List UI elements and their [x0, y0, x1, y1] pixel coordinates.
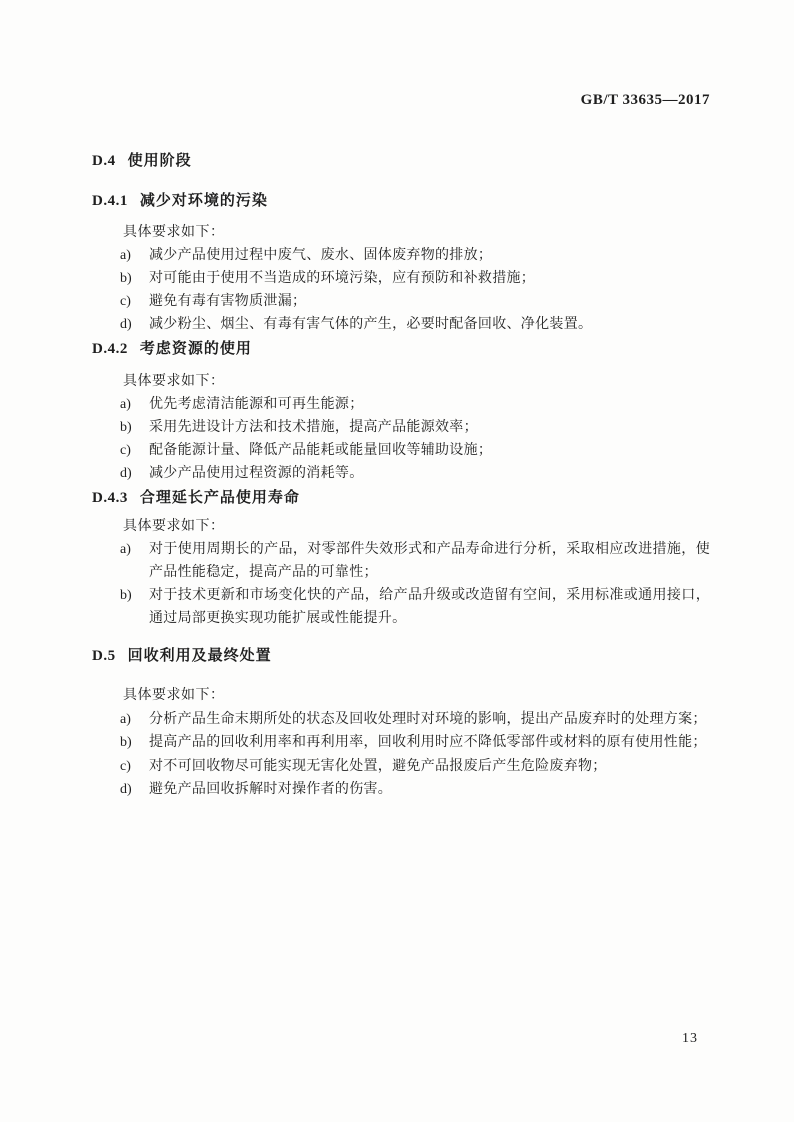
list-item-marker: c)	[120, 758, 131, 774]
list-item	[120, 755, 710, 779]
section-body-d4-3	[120, 515, 710, 630]
list-item-marker: d)	[120, 317, 132, 332]
list-item-text: 减少产品使用过程中废气、废水、固体废弃物的排放；	[149, 248, 493, 263]
list-item-text: 减少粉尘、烟尘、有毒有害气体的产生，必要时配备回收、净化装置。	[149, 317, 593, 332]
list-item-marker: a)	[120, 711, 131, 727]
section-body-d4-1	[120, 221, 710, 336]
list-intro: 具体要求如下：	[123, 688, 225, 703]
list-item-text: 避免产品回收拆解时对操作者的伤害。	[149, 782, 393, 797]
section-heading-d4-2	[92, 338, 252, 360]
list-item-marker: b)	[120, 420, 132, 435]
list-item	[120, 538, 710, 584]
list-item	[120, 462, 710, 485]
list-item	[120, 267, 710, 290]
list-item-text: 避免有毒有害物质泄漏；	[149, 294, 307, 309]
section-body-d4-2	[120, 370, 710, 485]
list-item-text: 提高产品的回收利用率和再利用率，回收利用时应不降低零部件或材料的原有使用性能；	[149, 735, 707, 750]
list-item-text: 采用先进设计方法和技术措施，提高产品能源效率；	[149, 420, 478, 435]
list-item-marker: b)	[120, 735, 132, 750]
list-item	[120, 416, 710, 439]
list-item	[120, 731, 710, 755]
list-item	[120, 778, 710, 802]
list-item-text: 配备能源计量、降低产品能耗或能量回收等辅助设施；	[149, 443, 493, 458]
list-item-text: 分析产品生命末期所处的状态及回收处理时对环境的影响，提出产品废弃时的处理方案；	[149, 711, 707, 727]
list-item-text: 对可能由于使用不当造成的环境污染，应有预防和补救措施；	[149, 271, 536, 286]
section-title: 使用阶段	[127, 152, 192, 169]
list-item-marker: b)	[120, 588, 132, 603]
list-item	[120, 708, 710, 732]
document-number: GB/T 33635—2017	[580, 92, 710, 108]
section-heading-d4-1	[92, 190, 268, 212]
list-item	[120, 244, 710, 267]
list-item	[120, 313, 710, 336]
list-item-marker: a)	[120, 248, 131, 263]
list-item-text: 对于使用周期长的产品，对零部件失效形式和产品寿命进行分析，采取相应改进措施，使产品性能稳定，提高产品的可靠性；	[149, 542, 710, 580]
list-item-text: 优先考虑清洁能源和可再生能源；	[149, 397, 364, 412]
list-intro: 具体要求如下：	[123, 519, 225, 534]
section-id: D.4.2	[92, 341, 128, 357]
section-id: D.5	[92, 648, 116, 664]
list-item	[120, 290, 710, 313]
list-item	[120, 393, 710, 416]
page-number: 13	[682, 1031, 698, 1046]
section-title: 合理延长产品使用寿命	[139, 489, 300, 506]
section-title: 考虑资源的使用	[139, 340, 252, 357]
list-item-text: 减少产品使用过程资源的消耗等。	[149, 466, 364, 481]
list-item-marker: a)	[120, 542, 131, 557]
list-item-marker: d)	[120, 466, 132, 481]
list-item-text: 对不可回收物尽可能实现无害化处置，避免产品报废后产生危险废弃物；	[149, 758, 607, 774]
section-id: D.4	[92, 153, 116, 169]
list-item	[120, 584, 710, 630]
section-heading-d4	[92, 150, 192, 172]
section-title: 减少对环境的污染	[139, 192, 268, 209]
list-item-marker: c)	[120, 294, 131, 309]
list-item-marker: a)	[120, 397, 131, 412]
list-item-marker: d)	[120, 782, 132, 797]
section-heading-d5	[92, 645, 272, 667]
list-item	[120, 439, 710, 462]
list-item-text: 对于技术更新和市场变化快的产品，给产品升级或改造留有空间，采用标准或通用接口，通过局部更换实现功能扩展或性能提升。	[149, 588, 710, 626]
section-id: D.4.3	[92, 490, 128, 506]
section-title: 回收利用及最终处置	[127, 647, 272, 664]
section-body-d5	[120, 684, 710, 802]
list-intro: 具体要求如下：	[123, 225, 225, 240]
list-intro: 具体要求如下：	[123, 374, 225, 389]
list-item-marker: c)	[120, 443, 131, 458]
section-id: D.4.1	[92, 193, 128, 209]
list-item-marker: b)	[120, 271, 132, 286]
section-heading-d4-3	[92, 487, 300, 509]
